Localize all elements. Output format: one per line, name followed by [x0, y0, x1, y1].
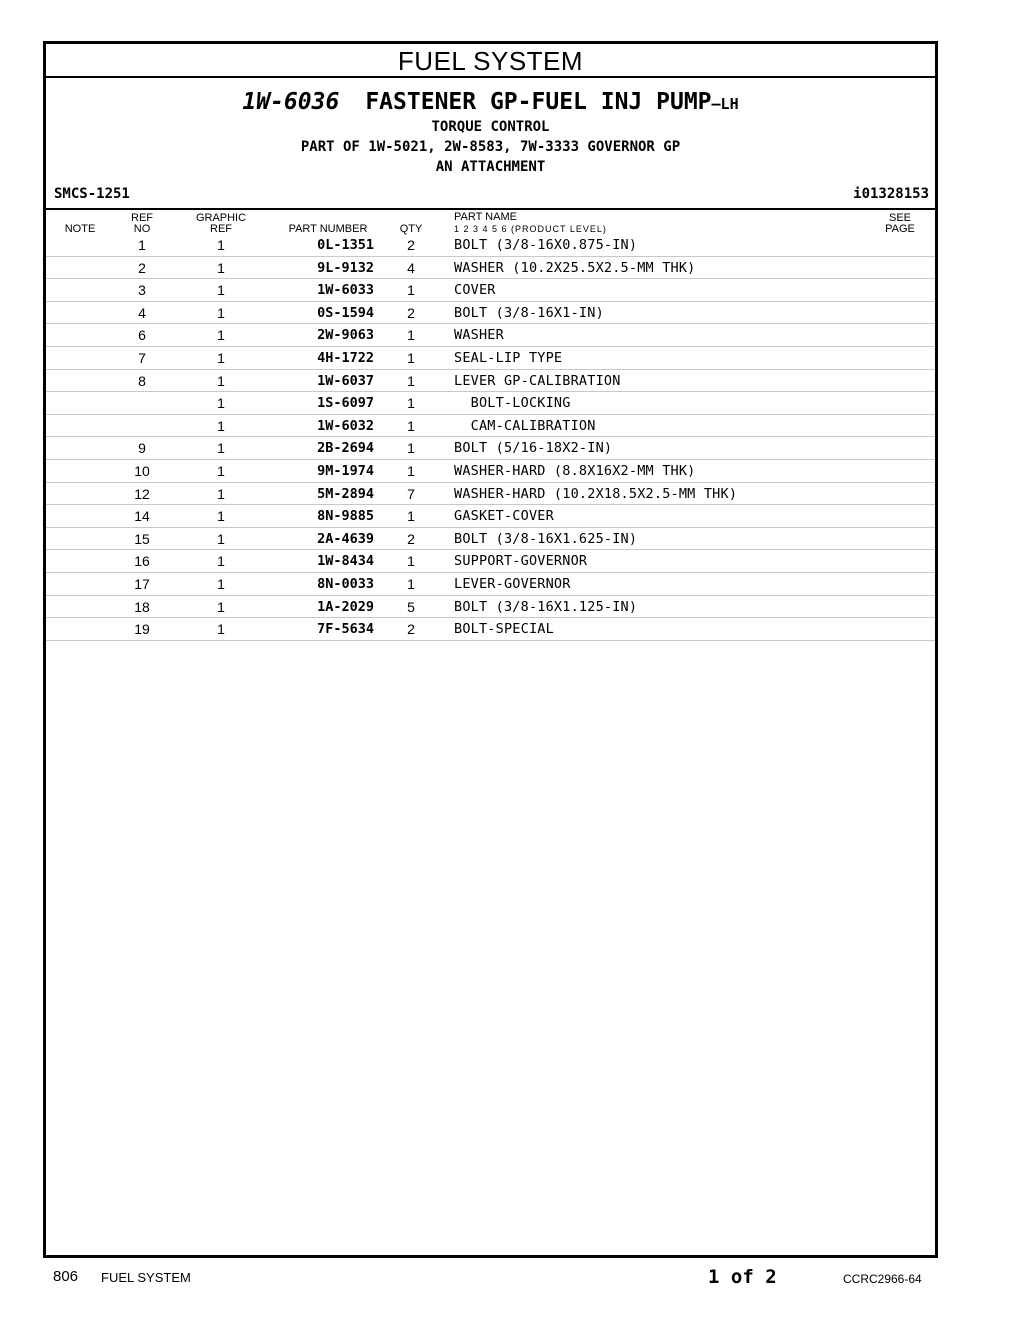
qty-cell: 1 — [407, 417, 415, 434]
part-name-cell: WASHER (10.2X25.5X2.5-MM THK) — [454, 259, 696, 276]
part-name-cell: BOLT-SPECIAL — [454, 621, 554, 638]
part-number-cell: 4H-1722 — [317, 349, 374, 366]
footer-code: CCRC2966-64 — [843, 1272, 922, 1286]
graphic-ref-cell: 1 — [217, 304, 225, 321]
group-subtitle-3: AN ATTACHMENT — [435, 159, 546, 175]
col-header-part-name: PART NAME — [454, 211, 517, 223]
table-row — [46, 483, 935, 506]
table-row — [46, 279, 935, 302]
part-name-cell: SUPPORT-GOVERNOR — [454, 553, 588, 570]
qty-cell: 2 — [407, 621, 415, 638]
table-row — [46, 550, 935, 573]
ref-no-cell: 16 — [134, 553, 150, 570]
table-row — [46, 347, 935, 370]
graphic-ref-cell: 1 — [217, 575, 225, 592]
graphic-ref-cell: 1 — [217, 372, 225, 389]
graphic-ref-cell: 1 — [217, 485, 225, 502]
part-number-cell: 1W-6033 — [317, 282, 374, 299]
part-name-cell: CAM-CALIBRATION — [454, 417, 596, 434]
part-number-cell: 1S-6097 — [317, 395, 374, 412]
footer-page-number: 806 — [53, 1268, 79, 1285]
qty-cell: 1 — [407, 553, 415, 570]
part-name-cell: BOLT (5/16-18X2-IN) — [454, 440, 613, 457]
qty-cell: 1 — [407, 575, 415, 592]
table-row — [46, 324, 935, 347]
graphic-ref-cell: 1 — [217, 508, 225, 525]
part-name-cell: COVER — [454, 282, 496, 299]
group-subtitle-2: PART OF 1W-5021, 2W-8583, 7W-3333 GOVERNOR GP — [300, 139, 681, 155]
graphic-ref-cell: 1 — [217, 395, 225, 412]
part-name-cell: BOLT (3/8-16X0.875-IN) — [454, 237, 638, 253]
qty-cell: 1 — [407, 372, 415, 389]
qty-cell: 2 — [407, 304, 415, 321]
group-suffix: —LH — [711, 95, 739, 113]
part-name-cell: BOLT (3/8-16X1.625-IN) — [454, 530, 638, 547]
table-row — [46, 392, 935, 415]
part-number-cell: 0L-1351 — [317, 237, 374, 253]
col-header-note: NOTE — [64, 223, 96, 235]
ref-no-cell: 15 — [134, 530, 150, 547]
part-name-cell: SEAL-LIP TYPE — [454, 349, 563, 366]
graphic-ref-cell: 1 — [217, 530, 225, 547]
col-header-see-top: SEE — [888, 212, 911, 224]
table-row — [46, 596, 935, 619]
part-name-cell: LEVER GP-CALIBRATION — [454, 372, 621, 389]
ref-no-cell: 18 — [134, 598, 150, 615]
footer-section: FUEL SYSTEM — [101, 1270, 191, 1285]
part-name-cell: BOLT (3/8-16X1.125-IN) — [454, 598, 638, 615]
qty-cell: 1 — [407, 395, 415, 412]
col-header-qty: QTY — [399, 223, 423, 235]
ref-no-cell: 2 — [138, 259, 146, 276]
part-number-cell: 9L-9132 — [317, 259, 374, 276]
table-row — [46, 257, 935, 280]
part-name-cell: BOLT-LOCKING — [454, 395, 571, 412]
graphic-ref-cell: 1 — [217, 462, 225, 479]
part-number-cell: 2W-9063 — [317, 327, 374, 344]
ref-no-cell: 7 — [138, 349, 146, 366]
group-name: FASTENER GP-FUEL INJ PUMP — [365, 89, 712, 115]
ref-no-cell: 3 — [138, 282, 146, 299]
ref-no-cell: 17 — [134, 575, 150, 592]
group-number: 1W-6036 — [242, 89, 340, 115]
graphic-ref-cell: 1 — [217, 327, 225, 344]
graphic-ref-cell: 1 — [217, 621, 225, 638]
col-header-ref-bottom: NO — [133, 223, 151, 235]
qty-cell: 2 — [407, 237, 415, 253]
part-number-cell: 2A-4639 — [317, 530, 374, 547]
graphic-ref-cell: 1 — [217, 237, 225, 253]
qty-cell: 4 — [407, 259, 415, 276]
qty-cell: 1 — [407, 349, 415, 366]
ref-no-cell: 12 — [134, 485, 150, 502]
graphic-ref-cell: 1 — [217, 417, 225, 434]
part-name-cell: WASHER-HARD (10.2X18.5X2.5-MM THK) — [454, 485, 738, 502]
ref-no-cell: 8 — [138, 372, 146, 389]
qty-cell: 1 — [407, 327, 415, 344]
group-title — [46, 88, 935, 118]
ref-no-cell: 6 — [138, 327, 146, 344]
col-header-graphic-bottom: REF — [210, 223, 232, 235]
part-number-cell: 1W-6032 — [317, 417, 374, 434]
qty-cell: 1 — [407, 440, 415, 457]
table-row — [46, 415, 935, 438]
table-row — [46, 437, 935, 460]
ref-no-cell: 4 — [138, 304, 146, 321]
part-name-cell: WASHER — [454, 327, 504, 344]
part-number-cell: 9M-1974 — [317, 462, 374, 479]
graphic-ref-cell: 1 — [217, 553, 225, 570]
col-header-part-number: PART NUMBER — [288, 223, 368, 235]
smcs-code: SMCS-1251 — [54, 186, 130, 202]
ref-no-cell: 9 — [138, 440, 146, 457]
parts-page-frame — [43, 41, 938, 1258]
col-header-ref-top: REF — [131, 212, 153, 224]
qty-cell: 2 — [407, 530, 415, 547]
qty-cell: 1 — [407, 282, 415, 299]
graphic-ref-cell: 1 — [217, 282, 225, 299]
part-number-cell: 1W-6037 — [317, 372, 374, 389]
part-number-cell: 8N-0033 — [317, 575, 374, 592]
col-header-see-bottom: PAGE — [885, 223, 915, 235]
ref-no-cell: 14 — [134, 508, 150, 525]
footer-page-of: 1 of 2 — [708, 1266, 777, 1288]
ref-no-cell: 10 — [134, 462, 150, 479]
part-number-cell: 1W-8434 — [317, 553, 374, 570]
qty-cell: 1 — [407, 462, 415, 479]
group-subtitle-1: TORQUE CONTROL — [431, 119, 550, 135]
table-row — [46, 302, 935, 325]
illustration-id: i01328153 — [853, 186, 929, 202]
section-title: FUEL SYSTEM — [46, 44, 935, 78]
table-row — [46, 528, 935, 551]
graphic-ref-cell: 1 — [217, 349, 225, 366]
qty-cell: 5 — [407, 598, 415, 615]
part-number-cell: 2B-2694 — [317, 440, 374, 457]
col-header-graphic-top: GRAPHIC — [195, 212, 247, 224]
table-row — [46, 618, 935, 641]
ref-no-cell: 19 — [134, 621, 150, 638]
ref-no-cell: 1 — [138, 237, 146, 253]
table-row — [46, 370, 935, 393]
parts-table — [46, 234, 935, 641]
graphic-ref-cell: 1 — [217, 598, 225, 615]
part-number-cell: 1A-2029 — [317, 598, 374, 615]
table-row — [46, 460, 935, 483]
table-row — [46, 234, 935, 257]
part-number-cell: 5M-2894 — [317, 485, 374, 502]
part-number-cell: 7F-5634 — [317, 621, 374, 638]
part-name-cell: BOLT (3/8-16X1-IN) — [454, 304, 604, 321]
part-number-cell: 8N-9885 — [317, 508, 374, 525]
table-row — [46, 505, 935, 528]
part-name-cell: WASHER-HARD (8.8X16X2-MM THK) — [454, 462, 696, 479]
qty-cell: 1 — [407, 508, 415, 525]
qty-cell: 7 — [407, 485, 415, 502]
graphic-ref-cell: 1 — [217, 440, 225, 457]
part-name-cell: LEVER-GOVERNOR — [454, 575, 571, 592]
graphic-ref-cell: 1 — [217, 259, 225, 276]
part-number-cell: 0S-1594 — [317, 304, 374, 321]
part-name-cell: GASKET-COVER — [454, 508, 554, 525]
header-rule — [46, 208, 935, 210]
table-row — [46, 573, 935, 596]
col-header-product-levels: 1 2 3 4 5 6 (PRODUCT LEVEL) — [454, 224, 607, 234]
